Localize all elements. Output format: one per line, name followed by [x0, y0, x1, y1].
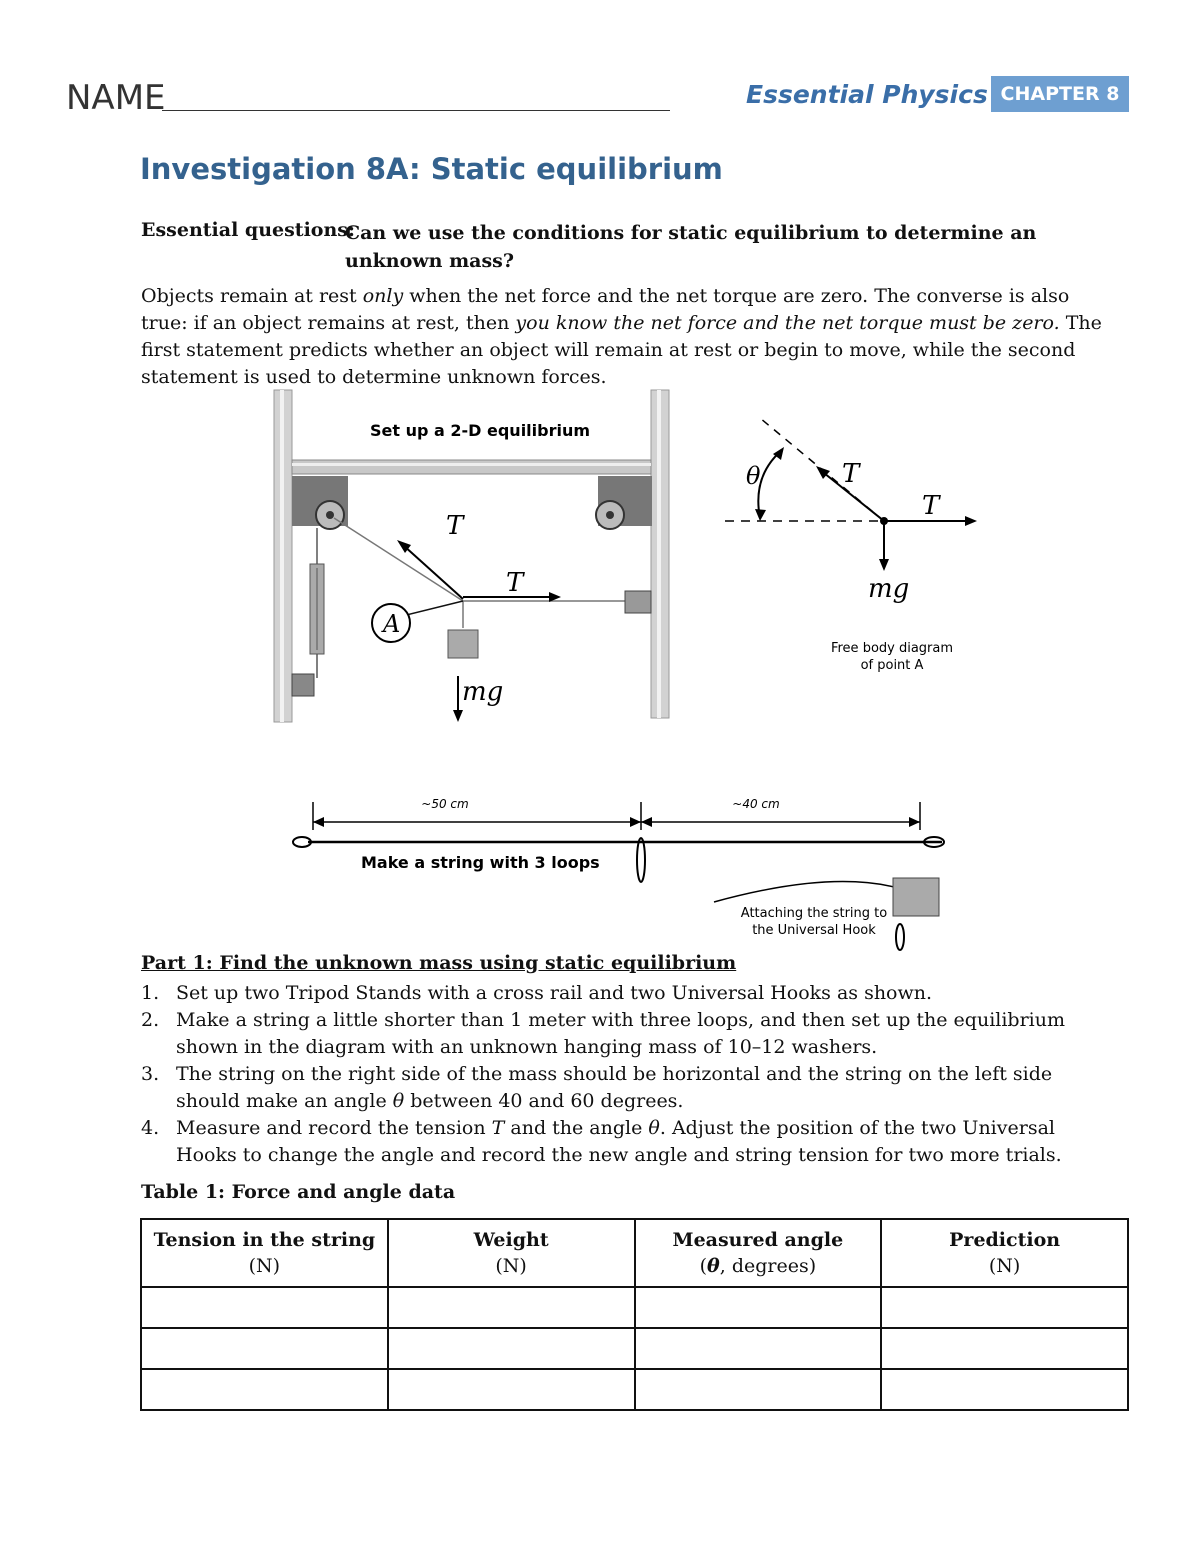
header-line1: Prediction [949, 1229, 1061, 1251]
fbd-tension-label-diagonal: T [842, 459, 860, 489]
table-cell[interactable] [141, 1287, 388, 1328]
string-loop-middle [637, 838, 645, 882]
fbd-angle-arrowhead-low [755, 509, 766, 521]
intro-text-2: when the net force and the net torque are zero. The converse is also true: if an object remains at rest, then [141, 285, 1070, 334]
essential-question: Can we use the conditions for static equilibrium to determine an unknown mass? [345, 222, 1037, 272]
equilibrium-figure [270, 388, 990, 953]
step-text: Set up two Tripod Stands with a cross rail and two Universal Hooks as shown. [176, 982, 933, 1004]
header-unit: (N) [248, 1255, 281, 1277]
step-text-cont: and the angle [504, 1117, 649, 1139]
table-cell[interactable] [141, 1369, 388, 1410]
left-string [334, 518, 463, 601]
force-angle-table [140, 1218, 1129, 1411]
hook-callout-curve [714, 882, 898, 902]
weight-label: mg [462, 677, 504, 707]
page-title: Investigation 8A: Static equilibrium [140, 152, 723, 186]
part1-heading: Part 1: Find the unknown mass using static equilibrium [141, 952, 737, 974]
dim-arrowhead-left-b [630, 817, 641, 827]
cross-rail [292, 460, 651, 474]
setup-title: Set up a 2-D equilibrium [370, 421, 591, 440]
dim-arrowhead-left-a [313, 817, 324, 827]
fbd-caption-line1: Free body diagram [830, 641, 954, 656]
intro-emphasis-2: you know the net force and the net torque must be zero. [515, 312, 1060, 334]
tension-arrow-left [403, 545, 463, 599]
fbd-weight-label: mg [868, 574, 910, 604]
hanging-mass [448, 630, 478, 658]
length-label-right: ~40 cm [732, 797, 780, 811]
universal-hook-detail [893, 878, 939, 916]
header-tension [141, 1219, 388, 1287]
step-text-cont: between 40 and 60 degrees. [404, 1090, 684, 1112]
procedure-list [141, 980, 1111, 1169]
string-caption: Make a string with 3 loops [361, 853, 600, 872]
fbd-point [880, 517, 888, 525]
header-unit-open: ( [699, 1255, 708, 1277]
fbd-weight-arrowhead [879, 559, 889, 571]
dim-arrowhead-right-b [909, 817, 920, 827]
chapter-badge: CHAPTER 8 [991, 76, 1129, 112]
step-number: 4. [141, 1117, 160, 1139]
tension-label-left: T [446, 511, 464, 541]
step-number: 2. [141, 1009, 160, 1031]
fbd-tension-label-right: T [922, 491, 940, 521]
table-row [141, 1328, 1128, 1369]
lower-left-hook [292, 674, 314, 696]
hook-caption-line1: Attaching the string to [740, 906, 888, 921]
header-line1: Tension in the string [153, 1229, 376, 1251]
essential-questions-label: Essential questions: [141, 219, 355, 241]
fbd-angle-arc [758, 450, 782, 518]
step-text: Make a string a little shorter than 1 meter with three loops, and then set up the equilibrium shown in the diagram with an unknown hanging mass of 10–12 washers. [176, 1009, 1066, 1058]
theta-symbol: θ [648, 1117, 660, 1139]
hook-loop [896, 924, 904, 950]
step-text: The string on the right side of the mass should be horizontal and the string on the left side should make an angle [176, 1063, 1053, 1112]
table-cell[interactable] [141, 1328, 388, 1369]
left-pulley-axle [326, 511, 334, 519]
header-unit-close: , degrees) [719, 1255, 817, 1277]
brand-title: Essential Physics [746, 80, 988, 109]
length-label-left: ~50 cm [421, 797, 469, 811]
intro-paragraph [141, 283, 1111, 391]
header-angle [635, 1219, 882, 1287]
step-4 [141, 1115, 1111, 1169]
header-unit: (N) [988, 1255, 1021, 1277]
table-row [141, 1369, 1128, 1410]
step-2 [141, 1007, 1111, 1061]
table-cell[interactable] [388, 1287, 635, 1328]
fbd-caption-line2: of point A [860, 658, 924, 673]
hook-caption-line2: the Universal Hook [752, 923, 876, 938]
header-line1: Weight [473, 1229, 549, 1251]
tension-symbol: T [491, 1117, 505, 1139]
table-cell[interactable] [635, 1328, 882, 1369]
name-label: NAME [66, 78, 166, 118]
header-theta: θ [707, 1255, 720, 1277]
step-text: Measure and record the tension [176, 1117, 492, 1139]
table-cell[interactable] [881, 1287, 1128, 1328]
header-line1: Measured angle [672, 1229, 844, 1251]
step-text-end: . Adjust the position of the two Universal Hooks to change the angle and record the new angle and string tension for two more trials. [176, 1117, 1062, 1166]
theta-symbol: θ [392, 1090, 405, 1112]
table-cell[interactable] [881, 1328, 1128, 1369]
header-prediction [881, 1219, 1128, 1287]
header-weight [388, 1219, 635, 1287]
header-unit: (N) [495, 1255, 527, 1277]
fbd-tension-arrowhead-right [965, 516, 977, 526]
table-cell[interactable] [388, 1369, 635, 1410]
right-universal-hook [625, 591, 651, 613]
name-line [162, 110, 670, 111]
table-cell[interactable] [635, 1287, 882, 1328]
step-number: 3. [141, 1063, 160, 1085]
table-header-row [141, 1219, 1128, 1287]
cross-rail-highlight [292, 463, 651, 466]
step-1 [141, 980, 1111, 1007]
point-a-label: A [383, 610, 401, 638]
intro-emphasis-1: only [362, 285, 404, 307]
tension-label-right: T [506, 568, 524, 598]
step-number: 1. [141, 982, 160, 1004]
left-post-highlight [280, 390, 284, 722]
table-row [141, 1287, 1128, 1328]
intro-text-1: Objects remain at rest [141, 285, 363, 307]
table-cell[interactable] [635, 1369, 882, 1410]
right-post-highlight [657, 390, 661, 718]
fbd-theta-label: θ [746, 462, 761, 490]
table-caption: Table 1: Force and angle data [141, 1181, 456, 1203]
table-cell[interactable] [388, 1328, 635, 1369]
right-pulley-axle [606, 511, 614, 519]
dim-arrowhead-right-a [641, 817, 652, 827]
table-cell[interactable] [881, 1369, 1128, 1410]
weight-arrowhead [453, 710, 463, 722]
step-3 [141, 1061, 1111, 1115]
intro-text-3: The first statement predicts whether an object will remain at rest or begin to move, while the second statement is used to determine unknown forces. [141, 312, 1102, 388]
